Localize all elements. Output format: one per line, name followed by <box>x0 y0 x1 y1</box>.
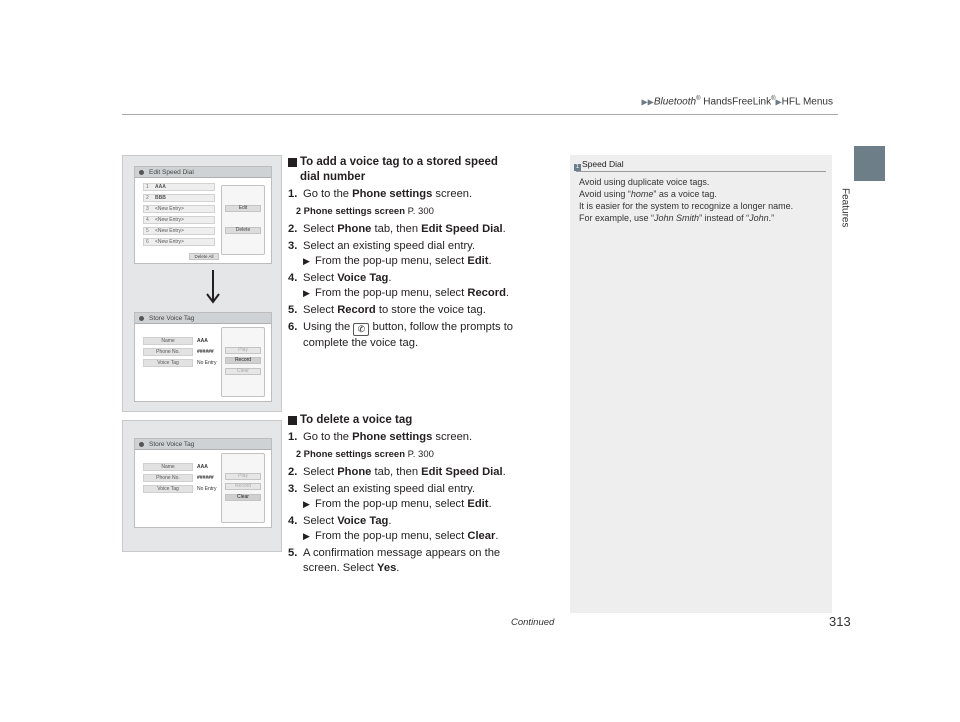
step: 1. Go to the Phone settings screen. <box>288 431 473 443</box>
speed-dial-row: 1 AAA <box>143 183 215 191</box>
result-arrow-icon: ▶ <box>303 499 310 509</box>
note-marker-icon: 1 <box>575 164 580 170</box>
section-tab-label: Features <box>839 188 851 228</box>
note-body: Avoid using duplicate voice tags. Avoid using “home” as a voice tag. It is easier for the system to recognize a longer name. For example, use “John Smith” instead of “John.” <box>579 177 794 223</box>
popup-clear-button: Clear <box>225 494 261 501</box>
popup-delete-button: Delete <box>225 227 261 234</box>
popup-record-button: Record <box>225 483 261 490</box>
talk-button-icon: ✆ <box>353 323 369 336</box>
popup-clear-button: Clear <box>225 368 261 375</box>
breadcrumb-part3: HFL Menus <box>781 96 833 108</box>
step: 2. Select Phone tab, then Edit Speed Dial. <box>288 466 506 478</box>
reg-mark: ® <box>771 96 776 102</box>
section-add-voice-tag <box>288 155 556 353</box>
popup-menu <box>221 453 265 523</box>
section-heading: To delete a voice tag <box>288 413 556 428</box>
speed-dial-row: 2 BBB <box>143 194 215 202</box>
step: 4. Select Voice Tag. ▶ From the pop-up menu, select Clear. <box>288 514 556 544</box>
illustration-delete-voice-tag <box>122 420 282 552</box>
reg-mark: ® <box>696 96 701 102</box>
popup-menu <box>221 327 265 397</box>
section-heading: To add a voice tag to a stored speed dial number <box>288 155 556 185</box>
sub-step: ▶ From the pop-up menu, select Record. <box>303 287 510 299</box>
breadcrumb-arrow-icon: ▶ <box>775 97 782 107</box>
reference-icon: 2 <box>296 206 302 216</box>
result-arrow-icon: ▶ <box>303 531 310 541</box>
field-value: ###### <box>197 475 214 481</box>
field-label: Phone No. <box>143 474 193 482</box>
section-tab-marker <box>854 146 885 181</box>
speed-dial-row: 6 <New Entry> <box>143 238 215 246</box>
speed-dial-row: 5 <New Entry> <box>143 227 215 235</box>
step: 3. Select an existing speed dial entry. ▶ From the pop-up menu, select Edit. <box>288 482 556 512</box>
popup-play-button: Play <box>225 473 261 480</box>
screen-bullet-icon <box>139 442 144 447</box>
result-arrow-icon: ▶ <box>303 288 310 298</box>
screen-title: Store Voice Tag <box>135 439 271 450</box>
side-note-panel <box>570 155 832 613</box>
step: 5. Select Record to store the voice tag. <box>288 304 486 316</box>
step: 6. Using the ✆ button, follow the prompts to complete the voice tag. <box>288 321 514 349</box>
popup-record-button: Record <box>225 357 261 364</box>
store-voice-tag-screen <box>134 438 272 528</box>
sub-step: ▶ From the pop-up menu, select Edit. <box>303 255 492 267</box>
continued-label: Continued <box>511 617 555 628</box>
sub-step: ▶ From the pop-up menu, select Edit. <box>303 498 492 510</box>
screen-bullet-icon <box>139 170 144 175</box>
illustration-add-voice-tag <box>122 155 282 412</box>
speed-dial-row: 3 <New Entry> <box>143 205 215 213</box>
breadcrumb <box>642 96 834 107</box>
screen-title: Store Voice Tag <box>135 313 271 324</box>
field-label: Name <box>143 337 193 345</box>
step: 4. Select Voice Tag. ▶ From the pop-up menu, select Record. <box>288 271 556 301</box>
field-label: Name <box>143 463 193 471</box>
store-voice-tag-screen <box>134 312 272 402</box>
cross-reference-link[interactable]: 2 Phone settings screen P. 300 <box>296 449 434 460</box>
field-value: AAA <box>197 338 208 344</box>
speed-dial-row: 4 <New Entry> <box>143 216 215 224</box>
popup-edit-button: Edit <box>225 205 261 212</box>
delete-all-button: Delete All <box>189 253 219 260</box>
popup-play-button: Play <box>225 347 261 354</box>
note-divider <box>576 171 826 172</box>
field-value: No Entry <box>197 486 217 492</box>
note-title: 1 Speed Dial <box>575 159 624 170</box>
result-arrow-icon: ▶ <box>303 256 310 266</box>
field-value: AAA <box>197 464 208 470</box>
breadcrumb-part2: HandsFreeLink <box>700 96 772 108</box>
step: 3. Select an existing speed dial entry. ▶ From the pop-up menu, select Edit. <box>288 239 556 269</box>
heading-square-icon <box>288 158 297 167</box>
screen-title: Edit Speed Dial <box>135 167 271 178</box>
edit-speed-dial-screen <box>134 166 272 264</box>
cross-reference-link[interactable]: 2 Phone settings screen P. 300 <box>296 206 434 217</box>
header-rule <box>122 114 838 115</box>
step: 2. Select Phone tab, then Edit Speed Dial. <box>288 223 506 235</box>
arrow-down-icon <box>206 270 220 304</box>
breadcrumb-arrow-icon: ▶▶ <box>641 97 654 107</box>
screen-bullet-icon <box>139 316 144 321</box>
heading-square-icon <box>288 416 297 425</box>
popup-menu <box>221 185 265 255</box>
reference-icon: 2 <box>296 449 302 459</box>
step: 1. Go to the Phone settings screen. <box>288 188 473 200</box>
field-value: ###### <box>197 349 214 355</box>
section-delete-voice-tag <box>288 413 556 578</box>
sub-step: ▶ From the pop-up menu, select Clear. <box>303 530 499 542</box>
field-label: Phone No. <box>143 348 193 356</box>
field-label: Voice Tag <box>143 485 193 493</box>
field-label: Voice Tag <box>143 359 193 367</box>
step: 5. A confirmation message appears on the screen. Select Yes. <box>288 547 501 574</box>
field-value: No Entry <box>197 360 217 366</box>
breadcrumb-part1: Bluetooth <box>653 96 697 108</box>
page-number: 313 <box>829 614 851 629</box>
